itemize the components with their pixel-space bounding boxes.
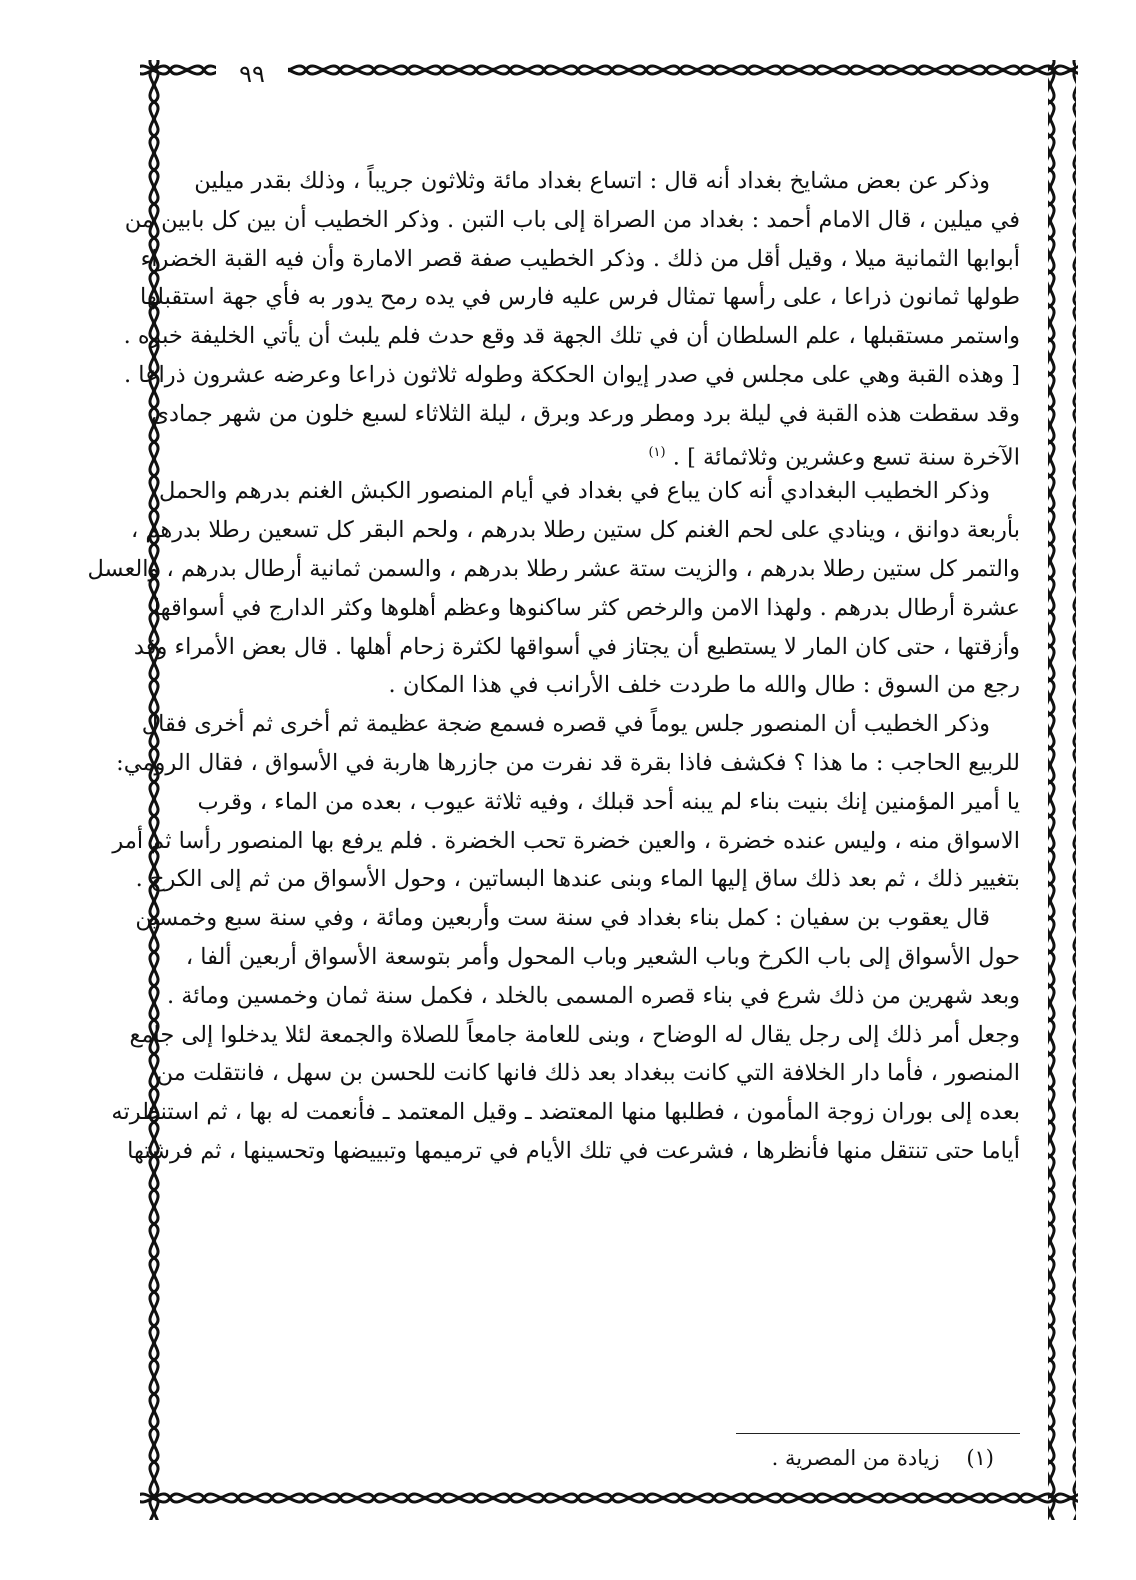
text-line <box>194 162 1020 201</box>
text-line-content: للربيع الحاجب : ما هذا ؟ فكشف فاذا بقرة قد نفرت من جازرها هاربة في الأسواق ، فقال الرومي: <box>116 749 1020 776</box>
text-line-content: أياما حتى تنتقل منها فأنظرها ، فشرعت في تلك الأيام في ترميمها وتبييضها وتحسينها ، ثم فرشتها <box>127 1137 1020 1164</box>
page-number: ٩٩ <box>239 60 265 88</box>
text-line-content: أبوابها الثمانية ميلا ، وقيل أقل من ذلك . وذكر الخطيب صفة قصر الامارة وأن فيه القبة الخضراء <box>140 245 1020 272</box>
text-line <box>153 589 1020 628</box>
text-line <box>87 550 1020 589</box>
footnote-rule <box>736 1433 1020 1434</box>
border-right <box>1048 60 1076 1520</box>
text-line <box>129 1016 1020 1055</box>
text-line <box>156 1054 1020 1093</box>
text-line <box>123 356 1020 395</box>
text-line <box>127 1132 1020 1171</box>
text-line <box>139 278 1020 317</box>
text-line-content: يا أمير المؤمنين إنك بنيت بناء لم يبنه أحد قبلك ، وفيه ثلاثة عيوب ، بعده من الماء ، وقرب <box>197 788 1020 815</box>
body-text <box>87 162 1020 1171</box>
text-line-content: عشرة أرطال بدرهم . ولهذا الامن والرخص كثر ساكنوها وعظم أهلوها وكثر الدارج في أسواقها <box>153 594 1020 621</box>
text-line <box>135 860 1020 899</box>
border-top <box>288 58 1078 86</box>
text-line <box>185 938 1020 977</box>
footnote <box>736 1440 994 1476</box>
text-line-content: بعده إلى بوران زوجة المأمون ، فطلبها منها المعتضد ـ وقيل المعتمد ـ فأنعمت له بها ، ثم استنظرته <box>111 1099 1020 1126</box>
text-line <box>208 434 1020 473</box>
text-line-content: في ميلين ، قال الامام أحمد : بغداد من الصراة إلى باب التبن . وذكر الخطيب أن بين كل بابين من <box>124 206 1020 233</box>
text-line <box>123 317 1020 356</box>
text-line-content: بتغيير ذلك ، ثم بعد ذلك ساق إليها الماء وبنى عندها البساتين ، وحول الأسواق من ثم إلى الكرخ . <box>135 866 1020 893</box>
text-line-content: المنصور ، فأما دار الخلافة التي كانت ببغداد بعد ذلك فانها كانت للحسن بن سهل ، فانتقلت من <box>156 1060 1020 1087</box>
text-line-content: رجع من السوق : طال والله ما طردت خلف الأرانب في هذا المكان . <box>388 672 1020 699</box>
text-line-content: وجعل أمر ذلك إلى رجل يقال له الوضاح ، وبنى للعامة جامعاً للصلاة والجمعة لئلا يدخلوا إلى جامع <box>129 1021 1020 1048</box>
text-line-content: وذكر عن بعض مشايخ بغداد أنه قال : اتساع بغداد مائة وثلاثون جريباً ، وذلك بقدر ميلين <box>194 168 990 194</box>
text-line <box>141 705 1020 744</box>
text-line <box>124 201 1020 240</box>
text-line <box>197 783 1020 822</box>
border-bottom <box>140 1492 1078 1520</box>
text-line <box>133 628 1020 667</box>
text-line <box>111 1093 1020 1132</box>
text-line <box>116 744 1020 783</box>
text-line-content: وذكر الخطيب أن المنصور جلس يوماً في قصره فسمع ضجة عظيمة ثم أخرى ثم أخرى فقال <box>141 711 990 738</box>
text-line <box>151 395 1020 434</box>
text-line-content: بأربعة دوانق ، وينادي على لحم الغنم كل ستين رطلا بدرهم ، ولحم البقر كل تسعين رطلا بدرهم ، <box>131 517 1020 544</box>
text-line-content: الاسواق منه ، وليس عنده خضرة ، والعين خضرة تحب الخضرة . فلم يرفع بها المنصور رأسا ثم أمر <box>112 827 1020 854</box>
text-line <box>158 472 1020 511</box>
text-line-content: وقد سقطت هذه القبة في ليلة برد ومطر ورعد وبرق ، ليلة الثلاثاء لسبع خلون من شهر جمادى <box>151 400 1020 427</box>
text-line-content: وأزقتها ، حتى كان المار لا يستطيع أن يجتاز في أسواقها لكثرة زحام أهلها . قال بعض الأمراء وقد <box>133 633 1020 660</box>
text-line <box>131 511 1020 550</box>
text-line-content: حول الأسواق إلى باب الكرخ وباب الشعير وباب المحول وأمر بتوسعة الأسواق أربعين ألفا ، <box>185 943 1020 970</box>
text-line-content: [ وهذه القبة وهي على مجلس في صدر إيوان الحككة وطوله ثلاثون ذراعا وعرضه عشرون ذراعا . <box>123 361 1020 388</box>
text-line-content: قال يعقوب بن سفيان : كمل بناء بغداد في سنة ست وأربعين ومائة ، وفي سنة سبع وخمسين <box>135 905 990 932</box>
text-line-content: وذكر الخطيب البغدادي أنه كان يباع في بغداد في أيام المنصور الكبش الغنم بدرهم والحمل <box>158 478 990 505</box>
footnote-mark: (١) <box>966 1446 994 1470</box>
text-line <box>135 899 1020 938</box>
text-line-content: طولها ثمانون ذراعا ، على رأسها تمثال فرس عليه فارس في يده رمح يدور به فأي جهة استقبلها <box>139 284 1020 311</box>
footnote-reference: (١) <box>648 444 666 460</box>
text-line-content: واستمر مستقبلها ، علم السلطان أن في تلك الجهة قد وقع حدث فلم يلبث أن يأتي الخليفة خبره . <box>123 323 1020 350</box>
text-line <box>166 977 1020 1016</box>
text-line-content: وبعد شهرين من ذلك شرع في بناء قصره المسمى بالخلد ، فكمل سنة ثمان وخمسين ومائة . <box>166 982 1020 1009</box>
text-line-content: الآخرة سنة تسع وعشرين وثلاثمائة ] . <box>672 444 1020 471</box>
footnote-text: زيادة من المصرية . <box>771 1446 940 1470</box>
text-line-content: والتمر كل ستين رطلا بدرهم ، والزيت ستة عشر رطلا بدرهم ، والسمن ثمانية أرطال بدرهم ، والعسل <box>87 555 1020 582</box>
text-line <box>208 666 1020 705</box>
text-line <box>112 822 1020 861</box>
text-line <box>140 240 1020 279</box>
